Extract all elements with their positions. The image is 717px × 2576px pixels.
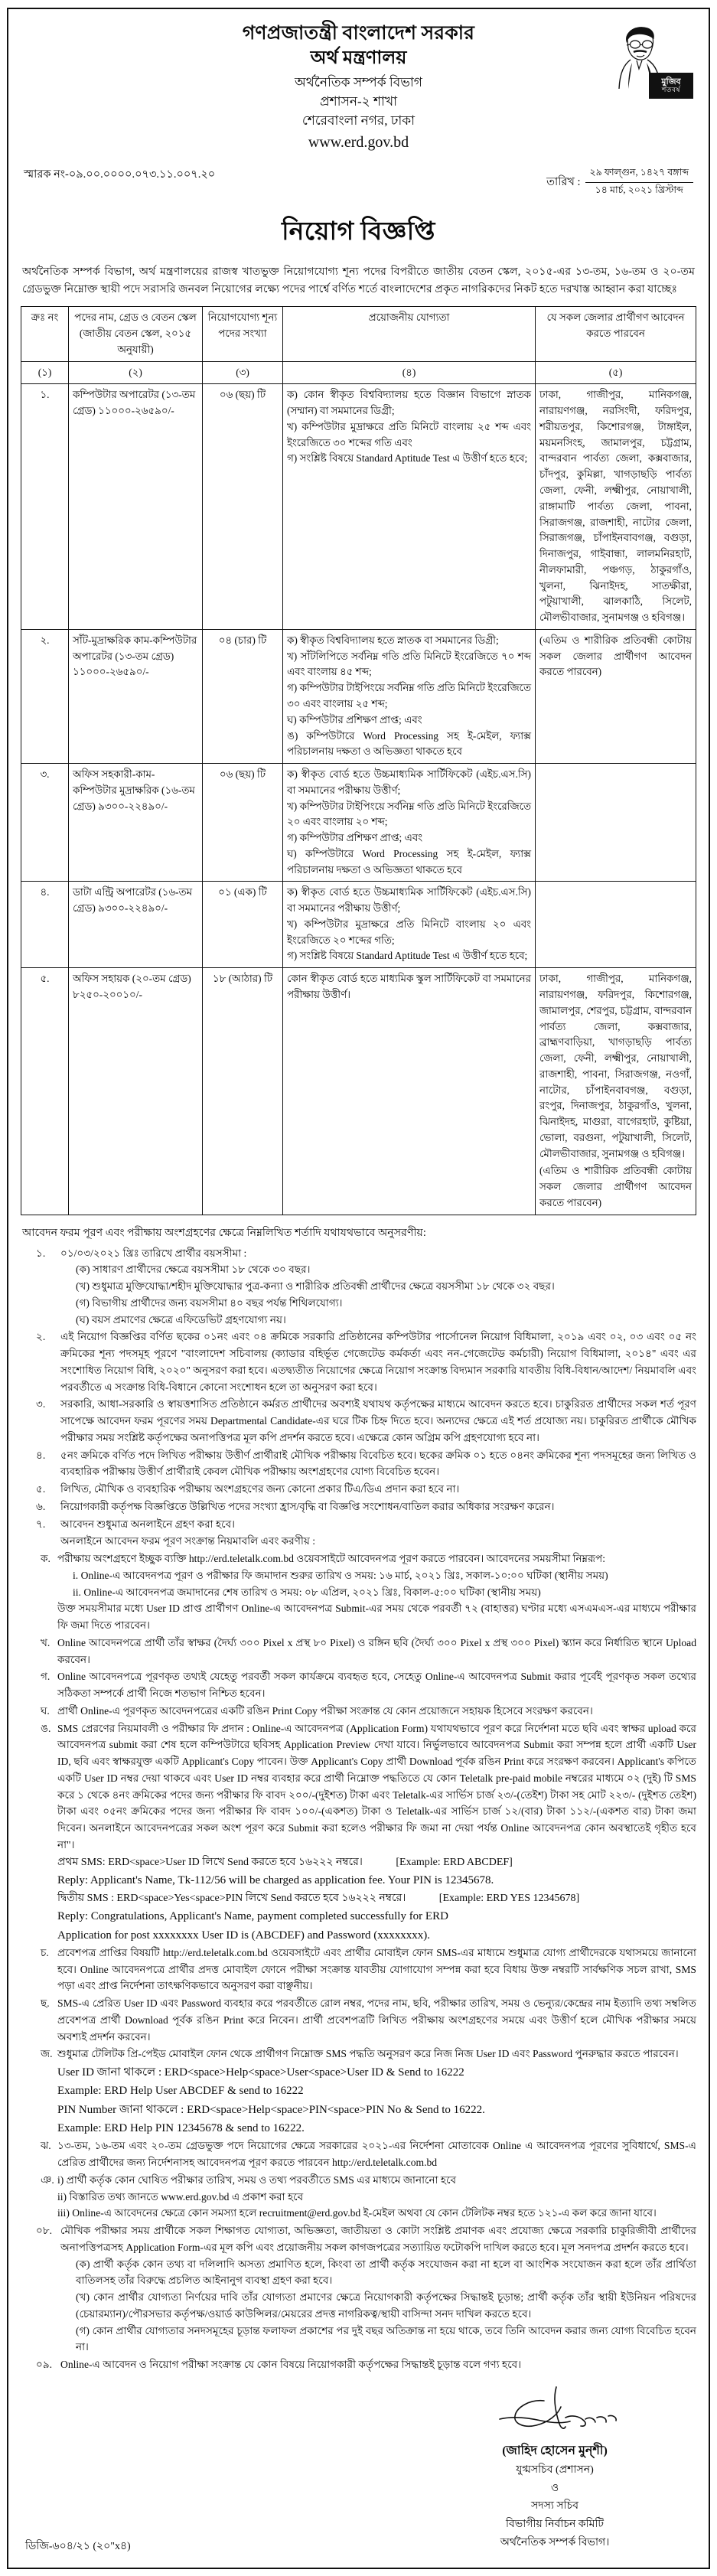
- condition-text: আবেদন শুধুমাত্র অনলাইনে গ্রহণ করা হবে।: [60, 1518, 236, 1530]
- document-frame: [7, 8, 710, 2569]
- colnum-1: (১): [21, 361, 69, 384]
- qualification-item: ঘ) কম্পিউটারে Word Processing সহ ই-মেইল, ফ্যাক্স পরিচালনায় দক্ষতা ও অভিজ্ঞতা থাকতে হবে: [287, 847, 531, 876]
- condition-row: [21, 1516, 696, 1533]
- roman-subitem: ii. Online-এ আবেদনপত্র জমাদানের শেষ তারিখ ও সময়: ০৮ এপ্রিল, ২০২১ খ্রিঃ, বিকাল-৫:০০ ঘটিকা (স্থানীয় সময়): [73, 1586, 541, 1598]
- condition-body: [60, 1498, 696, 1515]
- condition-row: [21, 1245, 696, 1329]
- lettered-item: [21, 1635, 696, 1668]
- th-districts: যে সকল জেলার প্রার্থীগণ আবেদন করতে পারবেন: [536, 307, 696, 361]
- lettered-text: ১৩-তম, ১৬-তম এবং ২০-তম গ্রেডভুক্ত পদে নিয়োগের ক্ষেত্রে সরকারের ২০২১-এর নির্দেশনা মোতাবেক Online এ আবেদনপত্র পূরণের সুবিধার্থে, SMS-এ প্রেরিত প্রার্থীদের জন্য নির্দেশনাসহ আবেদনপত্র পূরণ করতে পারবেন http://erd.teletalk.com.bd: [57, 2140, 696, 2169]
- lettered-body: [57, 1945, 696, 1994]
- letter-nya-mark: ঞ.: [41, 2173, 54, 2186]
- lettered-item: [21, 1550, 696, 1634]
- cell-vacancy-count: ০৪ (চার) টি: [203, 629, 283, 763]
- condition-body: [60, 1245, 696, 1329]
- nya-subitem: i) প্রার্থী কর্তৃক কোন ঘোষিত পরীক্ষার তারিখ, সময় ও তথ্য পরবর্তীতে SMS এর মাধ্যমে জানানো হবে: [57, 2173, 457, 2186]
- recovery-line-2: Example: ERD Help User ABCDEF & send to 16222: [57, 2085, 304, 2098]
- condition-text: সরকারি, আধা-সরকারি ও স্বায়ত্তশাসিত প্রতিষ্ঠানে কর্মরত প্রার্থীদের অবশ্যই যথাযথ কর্তৃপক্ষের মাধ্যমে আবেদন করতে হবে। চাকুরিরত প্রার্থীদের সকল শর্ত পূরণ সাপেক্ষে আবেদন ফরম পূরণের সময় Departmental Candidate-এর ঘরে টিক চিহ্ন দিতে হবে। অন্যদের ক্ষেত্রে এই শর্ত প্রযোজ্য নয়। চাকুরিরত প্রার্থীকে মৌখিক পরীক্ষার সময় সংশ্লিষ্ট কর্তৃপক্ষের অনাপত্তিপত্র মূল কপি প্রদর্শন করতে হবে। এক্ষেত্রে কোন অগ্রিম কপি গ্রহণযোগ্য হবে না।: [60, 1398, 696, 1443]
- condition-number: ৬.: [36, 1500, 46, 1512]
- lettered-text: Online আবেদনপত্রে প্রার্থী তাঁর স্বাক্ষর (দৈর্ঘ্য ৩০০ Pixel x প্রস্থ ৮০ Pixel) ও রঙ্গিন ছবি (দৈর্ঘ্য ৩০০ Pixel x প্রস্থ ৩০০ Pixel) স্ক্যান করে নির্ধারিত স্থানে Upload করবেন।: [57, 1636, 696, 1665]
- colnum-2: (২): [69, 361, 203, 384]
- table-colnum-row: [21, 361, 696, 384]
- branch-name: প্রশাসন-২ শাখা: [319, 94, 398, 109]
- condition-number: ৪.: [36, 1449, 46, 1461]
- qualification-item: গ) কম্পিউটার টাইপিংয়ে সর্বনিম্ন গতি প্রতি মিনিটে ইংরেজিতে ৩০ এবং বাংলায় ২৫ শব্দ;: [287, 682, 531, 709]
- lettered-item: [21, 1720, 696, 1854]
- condition-text: নিয়োগকারী কর্তৃপক্ষ বিজ্ঞপ্তিতে উল্লিখিত পদের সংখ্যা হ্রাস/বৃদ্ধি বা বিজ্ঞপ্তি সংশোধন/বাতিল করার অধিকার সংরক্ষণ করেন।: [60, 1500, 555, 1512]
- condition-text: লিখিত, মৌখিক ও ব্যবহারিক পরীক্ষায় অংশগ্রহণের জন্য কোনো প্রকার টিএ/ডিএ প্রদান করা হবে না।: [60, 1483, 460, 1495]
- cell-qualifications: [283, 384, 536, 629]
- cell-post-name: সাঁট-মুদ্রাক্ষরিক কাম-কম্পিউটার অপারেটর (১৩-তম গ্রেড) ১১০০০-২৬৫৯০/-: [69, 629, 203, 763]
- cell-districts: [536, 764, 696, 882]
- lettered-tail: উক্ত সময়সীমার মধ্যে User ID প্রাপ্ত প্রার্থীগণ Online-এ আবেদনপত্র Submit-এর সময় থেকে পরবর্তী ৭২ (বাহাত্তর) ঘণ্টার মধ্যে এসএমএস-এর মাধ্যমে পরীক্ষার ফি জমা দিতে পারবেন।: [57, 1603, 696, 1632]
- condition-body: [60, 1447, 696, 1481]
- table-row: [21, 968, 696, 1215]
- qualification-item: ক) স্বীকৃত বোর্ড হতে উচ্চমাধ্যমিক সার্টিফিকেট (এইচ.এস.সি) বা সমমানের পরীক্ষায় উত্তীর্ণ;: [287, 768, 531, 796]
- posts-table-body: [21, 384, 696, 1215]
- condition-subitem: (ক) প্রার্থী কর্তৃক কোন তথ্য বা দলিলাদি অসত্য প্রমাণিত হলে, কিংবা তা প্রার্থী কর্তৃক সংযোজন করা না হলে বা আংশিক সংযোজন করা হলে তাঁর প্রার্থিতা বাতিলসহ তাঁর বিরুদ্ধে প্রচলিত আইনানুগ ব্যবস্থা গ্রহণ করা হবে।: [76, 2258, 696, 2287]
- cell-districts: [536, 882, 696, 968]
- condition-body: [60, 1329, 696, 1395]
- condition-row: [21, 1329, 696, 1395]
- website-url[interactable]: www.erd.gov.bd: [308, 134, 409, 152]
- sms-first-line: [57, 1854, 696, 1872]
- date-label: তারিখ :: [546, 175, 581, 188]
- recovery-line-3: PIN Number জানা থাকলে : ERD<space>Help<space>PIN<space>PIN No & Send to 16222.: [57, 2103, 485, 2116]
- cell-serial: ৩.: [21, 764, 69, 882]
- qualification-item: খ) কম্পিউটার মুদ্রাক্ষরে প্রতি মিনিটে বাংলায় ২৫ শব্দ এবং ইংরেজিতে ৩০ শব্দের গতি এবং: [287, 420, 531, 448]
- intro-paragraph: অর্থনৈতিক সম্পর্ক বিভাগ, অর্থ মন্ত্রণালয়ের রাজস্ব খাতভুক্ত নিয়োগযোগ্য শূন্য পদের বিপরীতে জাতীয় বেতন স্কেল, ২০১৫-এর ১৩-তম, ১৬-তম ও ২০-তম গ্রেডভুক্ত নিম্নোক্ত স্থায়ী পদে সরাসরি জনবল নিয়োগের লক্ষ্যে পদের পার্শ্বে বর্ণিত শর্তে বাংলাদেশের প্রকৃত নাগরিকদের নিকট হতে দরখাস্ত আহ্বান করা যাচ্ছেঃ: [22, 266, 695, 296]
- govt-name: গণপ্রজাতন্ত্রী বাংলাদেশ সরকার: [242, 23, 475, 44]
- lettered-text: প্রবেশপত্র প্রাপ্তির বিষয়টি http://erd.teletalk.com.bd ওয়েবসাইটে এবং প্রার্থীর মোবাইল ফোন SMS-এর মাধ্যমে শুধুমাত্র যোগ্য প্রার্থীদেরকে যথাসময়ে জানানো হবে। Online আবেদনপত্রে প্রার্থীর প্রদত্ত মোবাইল ফোনে পরীক্ষা সংক্রান্ত যাবতীয় যোগাযোগ সম্পন্ন করা হবে বিধায় উক্ত নম্বরটি সার্বক্ষণিক সচল রাখা, SMS পড়া এবং প্রাপ্ত নির্দেশনা তাৎক্ষণিকভাবে অনুসরণ করা বাঞ্ছনীয়।: [57, 1946, 696, 1992]
- signatory-role-3: সদস্য সচিব: [530, 2500, 578, 2512]
- date-gregorian: ১৪ মার্চ, ২০২১ খ্রিস্টাব্দ: [595, 184, 683, 196]
- condition-body: [60, 1481, 696, 1498]
- cell-post-name: কম্পিউটার অপারেটর (১৩-তম গ্রেড) ১১০০০-২৬৫৯০/-: [69, 384, 203, 629]
- page-title: নিয়োগ বিজ্ঞপ্তি: [282, 218, 435, 246]
- address-line: শেরেবাংলা নগর, ঢাকা: [301, 112, 416, 128]
- online-rules-list-2: [21, 1945, 696, 2062]
- letter-nya-row: [21, 2172, 696, 2222]
- qualification-item: গ) কম্পিউটার প্রশিক্ষণ প্রাপ্ত; এবং: [287, 832, 423, 844]
- online-rules-list: [21, 1550, 696, 1854]
- lettered-text: SMS-এ প্রেরিত User ID এবং Password ব্যবহার করে পরবর্তীতে রোল নম্বর, পদের নাম, ছবি, পরীক্ষার তারিখ, সময় ও ভেন্যুর/কেন্দ্রের নাম ইত্যাদি তথ্য সম্বলিত প্রবেশপত্র প্রার্থী Download পূর্বক রঙিন Print করে নিবেন। প্রার্থী প্রবেশপত্রটি লিখিত পরীক্ষায় অংশগ্রহণের সময়ে এবং উত্তীর্ণ হলে মৌখিক পরীক্ষার সময়ে অবশ্যই প্রদর্শন করবেন।: [57, 1997, 696, 2043]
- online-rules-list-3: [21, 2137, 696, 2171]
- sms-instructions-block: [21, 1854, 696, 1945]
- cell-serial: ৪.: [21, 882, 69, 968]
- online-rules-heading-row: [21, 1533, 696, 1550]
- signatory-role-1: যুগ্মসচিব (প্রশাসন): [516, 2464, 594, 2476]
- signatory-role-5: অর্থনৈতিক সম্পর্ক বিভাগ।: [500, 2537, 610, 2549]
- sms-first-text: ERD<space>User ID লিখে Send করতে হবে ১৬২২২ নম্বরে।: [108, 1856, 363, 1868]
- condition-row: [21, 1396, 696, 1446]
- cell-post-name: ডাটা এন্ট্রি অপারেটর (১৬-তম গ্রেড) ৯৩০০-২২৪৯০/-: [69, 882, 203, 968]
- sms-second-example: [Example: ERD YES 12345678]: [438, 1892, 580, 1904]
- condition-number: ০৮.: [36, 2225, 53, 2237]
- cell-districts: [536, 968, 696, 1215]
- signatory-name: (জাহিদ হোসেন মুন্শী): [502, 2444, 608, 2457]
- qualification-item: কোন স্বীকৃত বোর্ড হতে মাধ্যমিক স্কুল সার্টিফিকেট বা সমমানের পরীক্ষায় উত্তীর্ণ।: [287, 973, 531, 1000]
- sms-second-text: ERD<space>Yes<space>PIN লিখে Send করতে হবে ১৬২২২ নম্বরে।: [116, 1892, 406, 1904]
- posts-table: [21, 306, 696, 1215]
- colnum-3: (৩): [203, 361, 283, 384]
- condition-number: ৩.: [36, 1398, 46, 1410]
- lettered-mark: খ.: [41, 1636, 51, 1648]
- qualification-item: খ) সাঁটলিপিতে সর্বনিম্ন গতি প্রতি মিনিটে ইংরেজিতে ৭০ শব্দ এবং বাংলায় ৪৫ শব্দ;: [287, 650, 531, 678]
- lettered-mark: ক.: [41, 1553, 51, 1565]
- recovery-line-1: User ID জানা থাকলে : ERD<space>Help<space>User<space>User ID & Send to 16222: [57, 2066, 464, 2079]
- condition-subitem: (গ) বিভাগীয় প্রার্থীদের জন্য বয়সসীমা ৪০ বছর পর্যন্ত শিথিলযোগ্য।: [76, 1296, 343, 1309]
- footer-code: ডিজি-৬০৪/২১ (২০"x৪): [25, 2540, 131, 2552]
- table-row: [21, 882, 696, 968]
- lettered-mark: চ.: [41, 1946, 49, 1958]
- condition-row: [21, 1447, 696, 1481]
- sms-second-reply2: Application for post xxxxxxxx User ID is (ABCDEF) and Password (xxxxxxxx).: [57, 1929, 431, 1942]
- roman-subitem: i. Online-এ আবেদনপত্র পূরণ ও পরীক্ষার ফি জমাদান শুরুর তারিখ ও সময়: ১৬ মার্চ, ২০২১ খ্রিঃ, সকাল-১০:০০ ঘটিকা (স্থানীয় সময়): [73, 1569, 608, 1581]
- condition-number: ২.: [36, 1331, 46, 1343]
- cell-vacancy-count: ০১ (এক) টি: [203, 882, 283, 968]
- memo-number: স্মারক নং-০৯.০০.০০০০.০৭৩.১১.০০৭.২০: [24, 168, 216, 181]
- lettered-text: পরীক্ষায় অংশগ্রহণে ইচ্ছুক ব্যক্তি http://erd.teletalk.com.bd ওয়েবসাইটে আবেদনপত্র পূরণ করতে পারবেন। আবেদনের সময়সীমা নিম্নরূপ:: [57, 1553, 605, 1565]
- condition-body: [60, 2356, 696, 2373]
- qualification-item: ক) কোন স্বীকৃত বিশ্ববিদ্যালয় হতে বিজ্ঞান বিভাগে স্নাতক (সম্মান) বা সমমানের ডিগ্রী;: [287, 389, 531, 417]
- cell-serial: ১.: [21, 384, 69, 629]
- qualification-item: গ) সংশ্লিষ্ট বিষয়ে Standard Aptitude Test এ উত্তীর্ণ হতে হবে;: [287, 452, 528, 465]
- condition-row: [21, 2222, 696, 2356]
- cell-vacancy-count: ১৮ (আঠার) টি: [203, 968, 283, 1215]
- condition-number: ০৯.: [36, 2359, 53, 2371]
- qualification-item: ঙ) কম্পিউটারে Word Processing সহ ই-মেইল, ফ্যাক্স পরিচালনায় দক্ষতা ও অভিজ্ঞতা থাকতে হবে: [287, 729, 531, 758]
- lettered-item: [21, 1668, 696, 1702]
- colnum-4: (৪): [283, 361, 536, 384]
- signatory-role-4: বিভাগীয় নির্বাচন কমিটি: [505, 2519, 605, 2531]
- lettered-body: [57, 1995, 696, 2045]
- cell-qualifications: [283, 882, 536, 968]
- sms-first-label: প্রথম SMS:: [57, 1856, 106, 1868]
- lettered-text: Online আবেদনপত্রে পূরণকৃত তথ্যই যেহেতু পরবর্তী সকল কার্যক্রমে ব্যবহৃত হবে, সেহেতু Online-এ আবেদনপত্র Submit করার পূর্বেই পূরণকৃত সকল তথ্যের সঠিকতা সম্পর্কে প্রার্থী নিজে শতভাগ নিশ্চিত হবেন।: [57, 1671, 696, 1700]
- condition-row: [21, 1498, 696, 1515]
- memo-row: [21, 166, 696, 199]
- mujib-100-logo: [608, 23, 693, 103]
- district-list: ঢাকা, গাজীপুর, মানিকগঞ্জ, নারায়ণগঞ্জ, নরসিংদী, ফরিদপুর, শরীয়তপুর, কিশোরগঞ্জ, টাঙ্গাইল, ময়মনসিংহ, জামালপুর, চট্টগ্রাম, বান্দরবান পার্বত্য জেলা, কক্সবাজার, চাঁদপুর, কুমিল্লা, খাগড়াছড়ি পার্বত্য জেলা, ফেনী, লক্ষ্মীপুর, নোয়াখালী, রাঙ্গামাটি পার্বত্য জেলা, পাবনা, সিরাজগঞ্জ, রাজশাহী, নাটোর জেলা, সিরাজগঞ্জ, চাঁপাইনবাবগঞ্জ, বগুড়া, দিনাজপুর, গাইবান্ধা, লালমনিরহাট, নীলফামারী, পঞ্চগড়, ঠাকুরগাঁও, খুলনা, ঝিনাইদহ, সাতক্ষীরা, পটুয়াখালী, ঝালকাঠি, সিলেট, মৌলভীবাজার, সুনামগঞ্জ ও হবিগঞ্জ।: [539, 389, 692, 624]
- th-serial: ক্রঃ নং: [21, 307, 69, 361]
- th-qualification: প্রয়োজনীয় যোগ্যতা: [283, 307, 536, 361]
- cell-qualifications: [283, 968, 536, 1215]
- lettered-mark: ঙ.: [41, 1722, 51, 1734]
- sms-second-line: [57, 1890, 696, 1908]
- lettered-mark: ছ.: [41, 1997, 50, 2010]
- lettered-mark: জ.: [41, 2048, 53, 2060]
- condition-subitem: (খ) কোন প্রার্থীর যোগ্যতা নির্ণয়ের দাবি তাঁর যোগ্যতা প্রমাণের ক্ষেত্রে নিয়োগকারী কর্তৃপক্ষের সিদ্ধান্তই চূড়ান্ত; প্রার্থী কর্তৃক তাঁর স্থায়ী ইউনিয়ন পরিষদের (চেয়ারম্যান)/পৌরসভার কর্তৃপক্ষ/ওয়ার্ড কাউন্সিলর/মেয়রের প্রদত্ত নাগরিকত্ব/স্থায়ী বাসিন্দা সনদ দাখিল করতে হবে।: [76, 2291, 696, 2320]
- recovery-line-4: Example: ERD Help PIN 12345678 & send to 16222.: [57, 2122, 305, 2135]
- condition-subitem: (ঘ) বয়স প্রমাণের ক্ষেত্রে এফিডেভিট গ্রহণযোগ্য নয়।: [76, 1313, 286, 1325]
- condition-subitem: (খ) শুধুমাত্র মুক্তিযোদ্ধা/শহীদ মুক্তিযোদ্ধার পুত্র-কন্যা ও শারীরিক প্রতিবন্ধী প্রার্থীদের ক্ষেত্রে বয়সসীমা ১৮ থেকে ৩২ বছর।: [76, 1280, 555, 1293]
- cell-districts: [536, 384, 696, 629]
- date-stack: [585, 166, 694, 199]
- qualification-item: খ) কম্পিউটার মুদ্রাক্ষরে প্রতি মিনিটে বাংলায় ২০ এবং ইংরেজিতে ২০ শব্দের গতি;: [287, 918, 531, 946]
- qualification-item: ঘ) কম্পিউটার প্রশিক্ষণ প্রাপ্ত; এবং: [287, 713, 422, 726]
- condition-text: মৌখিক পরীক্ষার সময় প্রার্থীকে সকল শিক্ষাগত যোগ্যতা, অভিজ্ঞতা, জাতীয়তা ও কোটা সংশ্লিষ্ট প্রমাণক এবং প্রযোজ্য ক্ষেত্রে সরকারি চাকুরিজীবী প্রার্থীদের অনাপত্তিপত্রসহ Application Form-এর মূল কপি এবং প্রয়োজনীয় সকল কাগজপত্রের সত্যায়িত ফটোকপি দাখিল করতে হবে। মূল সনদপত্র প্রদর্শন করতে হবে।: [60, 2225, 696, 2253]
- lettered-body: [57, 1703, 696, 1720]
- ministry-name: অর্থ মন্ত্রণালয়: [310, 48, 407, 69]
- cell-serial: ২.: [21, 629, 69, 763]
- sms-first-example: [Example: ERD ABCDEF]: [396, 1856, 513, 1868]
- condition-subitem: (গ) কোন প্রার্থীর যোগ্যতার সনদসমূহের চূড়ান্ত ফলাফল প্রকাশের পর দুই বছর অতিক্রান্ত না হয়ে থাকে, তবে তিনি আবেদন করার জন্য যোগ্য বিবেচিত হবেন না।: [76, 2324, 696, 2353]
- cell-vacancy-count: ০৬ (ছয়) টি: [203, 764, 283, 882]
- lettered-body: [57, 2046, 696, 2062]
- cell-serial: ৫.: [21, 968, 69, 1215]
- letter-nya-items: [57, 2172, 696, 2222]
- condition-text: এই নিয়োগ বিজ্ঞপ্তির বর্ণিত ছকের ০১নং এবং ০৪ ক্রমিকে সরকারি প্রতিষ্ঠানের কম্পিউটার পার্সোনেল নিয়োগ বিধিমালা, ২০১৯ এবং ০২, ০৩ এবং ০৫ নং ক্রমিকের শূন্য পদসমূহ পূরণে "বাংলাদেশ সচিবালয় (ক্যাডার বহির্ভূত গেজেটেড কর্মকর্তা এবং নন-গেজেটেড কর্মচারী) নিয়োগ বিধিমালা, ২০১৪" এবং এর সংশোধিত নিয়োগ বিধি, ২০২০" অনুসরণ করা হবে। এতদ্ব্যতীত নিয়োগের ক্ষেত্রে নিয়োগ সংক্রান্ত বিদ্যমান সরকারি যাবতীয় বিধি-বিধান/আদেশ/ নিয়মাবলি এবং পরবর্তীতে এ সংক্রান্ত বিধি-বিধানে কোনো সংশোধন হলে তা অনুসরণ করা হবে।: [60, 1331, 696, 1393]
- memo-date: [546, 166, 693, 199]
- mujib-badge-bn: মুজিব: [661, 77, 681, 86]
- district-list: ঢাকা, গাজীপুর, মানিকগঞ্জ, নারায়ণগঞ্জ, ফরিদপুর, কিশোরগঞ্জ, জামালপুর, শেরপুর, চট্টগ্রাম, বান্দরবান পার্বত্য জেলা, কক্সবাজার, ব্রাহ্মণবাড়িয়া, খাগড়াছড়ি পার্বত্য জেলা, ফেনী, লক্ষ্মীপুর, নোয়াখালী, রাজশাহী, পাবনা, সিরাজগঞ্জ, নওগাঁ, নাটোর, চাঁপাইনবাবগঞ্জ, বগুড়া, রংপুর, দিনাজপুর, ঠাকুরগাঁও, খুলনা, ঝিনাইদহ, মাগুরা, বাগেরহাট, কুষ্টিয়া, ভোলা, বরগুনা, পটুয়াখালী, সিলেট, মৌলভীবাজার, সুনামগঞ্জ ও হবিগঞ্জ।: [539, 973, 692, 1159]
- division-name: অর্থনৈতিক সম্পর্ক বিভাগ: [295, 75, 422, 90]
- lettered-body: [57, 2137, 696, 2171]
- signature-block: [436, 2384, 673, 2552]
- conditions-list-2: [21, 2222, 696, 2373]
- table-header-row: [21, 307, 696, 361]
- th-post: পদের নাম, গ্রেড ও বেতন স্কেল (জাতীয় বেতন স্কেল, ২০১৫ অনুযায়ী): [69, 307, 203, 361]
- lettered-body: [57, 1635, 696, 1668]
- lettered-item: [21, 2046, 696, 2062]
- condition-number: ৭.: [36, 1518, 46, 1530]
- cell-vacancy-count: ০৬ (ছয়) টি: [203, 384, 283, 629]
- sms-first-reply: Reply: Applicant's Name, Tk-112/56 will be charged as application fee. Your PIN is 12345678.: [57, 1874, 494, 1887]
- id-recovery-block: [21, 2063, 696, 2137]
- condition-body: [60, 1396, 696, 1446]
- cell-post-name: অফিস সহায়ক (২০-তম গ্রেড) ৮২৫০-২০০১০/-: [69, 968, 203, 1215]
- colnum-5: (৫): [536, 361, 696, 384]
- cell-qualifications: [283, 764, 536, 882]
- cell-districts: [536, 629, 696, 763]
- qualification-item: ক) স্বীকৃত বিশ্ববিদ্যালয় হতে স্নাতক বা সমমানের ডিগ্রী;: [287, 634, 499, 646]
- mujib-badge: [649, 73, 693, 99]
- table-row: [21, 764, 696, 882]
- cell-qualifications: [283, 629, 536, 763]
- qualification-item: খ) কম্পিউটার টাইপিংয়ে সর্বনিম্ন গতি প্রতি মিনিটে ইংরেজিতে ২০ এবং বাংলায় ২০ শব্দ;: [287, 800, 532, 828]
- conditions-intro: আবেদন ফরম পূরণ এবং পরীক্ষায় অংশগ্রহণের ক্ষেত্রে নিম্নলিখিত শর্তাদি যথাযথভাবে অনুসরণীয়:: [22, 1226, 426, 1239]
- signature-mark: [436, 2384, 673, 2439]
- table-row: [21, 629, 696, 763]
- lettered-body: [57, 1720, 696, 1854]
- lettered-text: SMS প্রেরণের নিয়মাবলী ও পরীক্ষার ফি প্রদান : Online-এ আবেদনপত্র (Application Form) যথাযথভাবে পূরণ করে নির্দেশনা মতে ছবি এবং স্বাক্ষর upload করে আবেদনপত্র submit করা শেষ হলে কম্পিউটারে ছবিসহ Application Preview দেখা যাবে। নির্ভুলভাবে আবেদনপত্র Submit করা সম্পন্ন হলে প্রার্থী একটি User ID, ছবি এবং স্বাক্ষরযুক্ত একটি Applicant's Copy পাবেন। উক্ত Applicant's Copy প্রার্থী Download পূর্বক রঙিন Print করে সংরক্ষণ করবেন। Applicant's কপিতে একটি User ID নম্বর দেয়া থাকবে এবং User ID নম্বর ব্যবহার করে প্রার্থী নিম্নোক্ত পদ্ধতিতে যে কোন Teletalk pre-paid mobile নম্বরের মাধ্যমে ০২ (দুই) টি SMS করে ১ থেকে ৪নং ক্রমিকের পদের জন্য পরীক্ষার ফি বাবদ ২০০/-(দুইশত) টাকা এবং Teletalk-এর সার্ভিস চার্জ ২৩/-(তেইশ) টাকা সহ মোট ২২৩/- (দুইশত তেইশ) টাকা এবং ০৫নং ক্রমিকের পদের জন্য পরীক্ষার ফি বাবদ ১০০/-(একশত) টাকা ও Teletalk-এর সার্ভিস চার্জ ১২/(বার) টাকা ১১২/-(একশত বার) টাকা জমা দিবেন। অনলাইনে আবেদনপত্রের সকল অংশ পূরণ করে Submit করা হলেও পরীক্ষার ফি জমা না দেয়া পর্যন্ত Online আবেদনপত্র কোন অবস্থাতেই গৃহীত হবে না"।: [57, 1722, 696, 1850]
- mujib-badge-year: শতবর্ষ: [661, 86, 681, 93]
- document-header: [21, 15, 696, 154]
- sms-second-label: দ্বিতীয় SMS :: [57, 1892, 114, 1904]
- qualification-item: গ) সংশ্লিষ্ট বিষয়ে Standard Aptitude Test এ উত্তীর্ণ হতে হবে;: [287, 950, 528, 962]
- sms-second-reply: Reply: Congratulations, Applicant's Name, payment completed successfully for ERD: [57, 1910, 448, 1923]
- condition-body: [60, 2222, 696, 2356]
- lettered-text: প্রার্থী Online-এ পূরণকৃত আবেদনপত্রের একটি রঙিন Print Copy পরীক্ষা সংক্রান্ত যে কোন প্রয়োজনে সহায়ক হিসেবে সংরক্ষণ করবেন।: [57, 1704, 593, 1717]
- district-quota-note: (এতিম ও শারীরিক প্রতিবন্ধী কোটায় সকল জেলার প্রার্থীগণ আবেদন করতে পারবেন): [539, 1165, 692, 1208]
- lettered-body: [57, 1550, 696, 1634]
- signature-area: [21, 2384, 696, 2560]
- lettered-mark: ঝ.: [41, 2140, 51, 2152]
- lettered-item: [21, 2137, 696, 2171]
- nya-subitem: ii) বিস্তারিত তথ্য জানতে www.erd.gov.bd এ প্রকাশ করা হবে: [57, 2190, 304, 2203]
- condition-number: ৫.: [36, 1483, 46, 1495]
- condition-subitem: (ক) সাধারণ প্রার্থীদের ক্ষেত্রে বয়সসীমা ১৮ থেকে ৩০ বছর।: [76, 1264, 311, 1276]
- lettered-item: [21, 1703, 696, 1720]
- lettered-mark: ঘ.: [41, 1704, 50, 1717]
- condition-body: [60, 1516, 696, 1533]
- condition-row: [21, 1481, 696, 1498]
- table-row: [21, 384, 696, 629]
- condition-text: ৫নং ক্রমিকে বর্ণিত পদে লিখিত পরীক্ষায় উত্তীর্ণ প্রার্থীরাই মৌখিক পরীক্ষায় বিবেচিত হবে। ছকের ক্রমিক ০১ হতে ০৪নং ক্রমিকের শূন্য পদসমূহের জন্য লিখিত ও ব্যবহারিক পরীক্ষায় উত্তীর্ণ প্রার্থীরাই কেবল মৌখিক পরীক্ষায় অংশগ্রহণের যোগ্য বিবেচিত হবেন।: [60, 1449, 696, 1478]
- cell-post-name: অফিস সহকারী-কাম-কম্পিউটার মুদ্রাক্ষরিক (১৬-তম গ্রেড) ৯৩০০-২২৪৯০/-: [69, 764, 203, 882]
- condition-text: ০১/০৩/২০২১ খ্রিঃ তারিখে প্রার্থীর বয়সসীমা :: [60, 1247, 247, 1259]
- lettered-text: শুধুমাত্র টেলিটক প্রি-পেইড মোবাইল ফোন থেকে প্রার্থীগণ নিম্নোক্ত SMS পদ্ধতি অনুসরণ করে নিজ নিজ User ID এবং Password পুনরুদ্ধার করতে পারবেন।: [57, 2048, 679, 2060]
- lettered-item: [21, 1995, 696, 2045]
- online-rules-heading: অনলাইনে আবেদন ফরম পূরণ সংক্রান্ত নিয়মাবলি এবং করণীয় :: [60, 1535, 316, 1547]
- condition-text: Online-এ আবেদন ও নিয়োগ পরীক্ষা সংক্রান্ত যে কোন বিষয়ে নিয়োগকারী কর্তৃপক্ষের সিদ্ধান্তই চূড়ান্ত বলে গণ্য হবে।: [60, 2359, 522, 2371]
- lettered-body: [57, 1668, 696, 1702]
- conditions-list: [21, 1245, 696, 1533]
- handwritten-signature-icon: [471, 2384, 639, 2437]
- condition-number: ১.: [36, 1247, 46, 1259]
- date-bengali: ২৯ ফাল্গুন, ১৪২৭ বঙ্গাব্দ: [585, 166, 694, 183]
- lettered-item: [21, 1945, 696, 1994]
- condition-row: [21, 2356, 696, 2373]
- lettered-mark: গ.: [41, 1671, 51, 1683]
- signatory-role-2: ও: [550, 2482, 559, 2494]
- district-list: (এতিম ও শারীরিক প্রতিবন্ধী কোটায় সকল জেলার প্রার্থীগণ আবেদন করতে পারবেন): [539, 634, 692, 678]
- qualification-item: ক) স্বীকৃত বোর্ড হতে উচ্চমাধ্যমিক সার্টিফিকেট (এইচ.এস.সি) বা সমমানের পরীক্ষায় উত্তীর্ণ;: [287, 886, 531, 915]
- nya-subitem: iii) Online-এ আবেদনের ক্ষেত্রে কোন সমস্যা হলে recruitment@erd.gov.bd ই-মেইল অথবা যে কোন টেলিটক নম্বর হতে ১২১-এ কল করে জানা যাবে।: [57, 2207, 657, 2219]
- th-vacancy: নিয়োগযোগ্য শূন্য পদের সংখ্যা: [203, 307, 283, 361]
